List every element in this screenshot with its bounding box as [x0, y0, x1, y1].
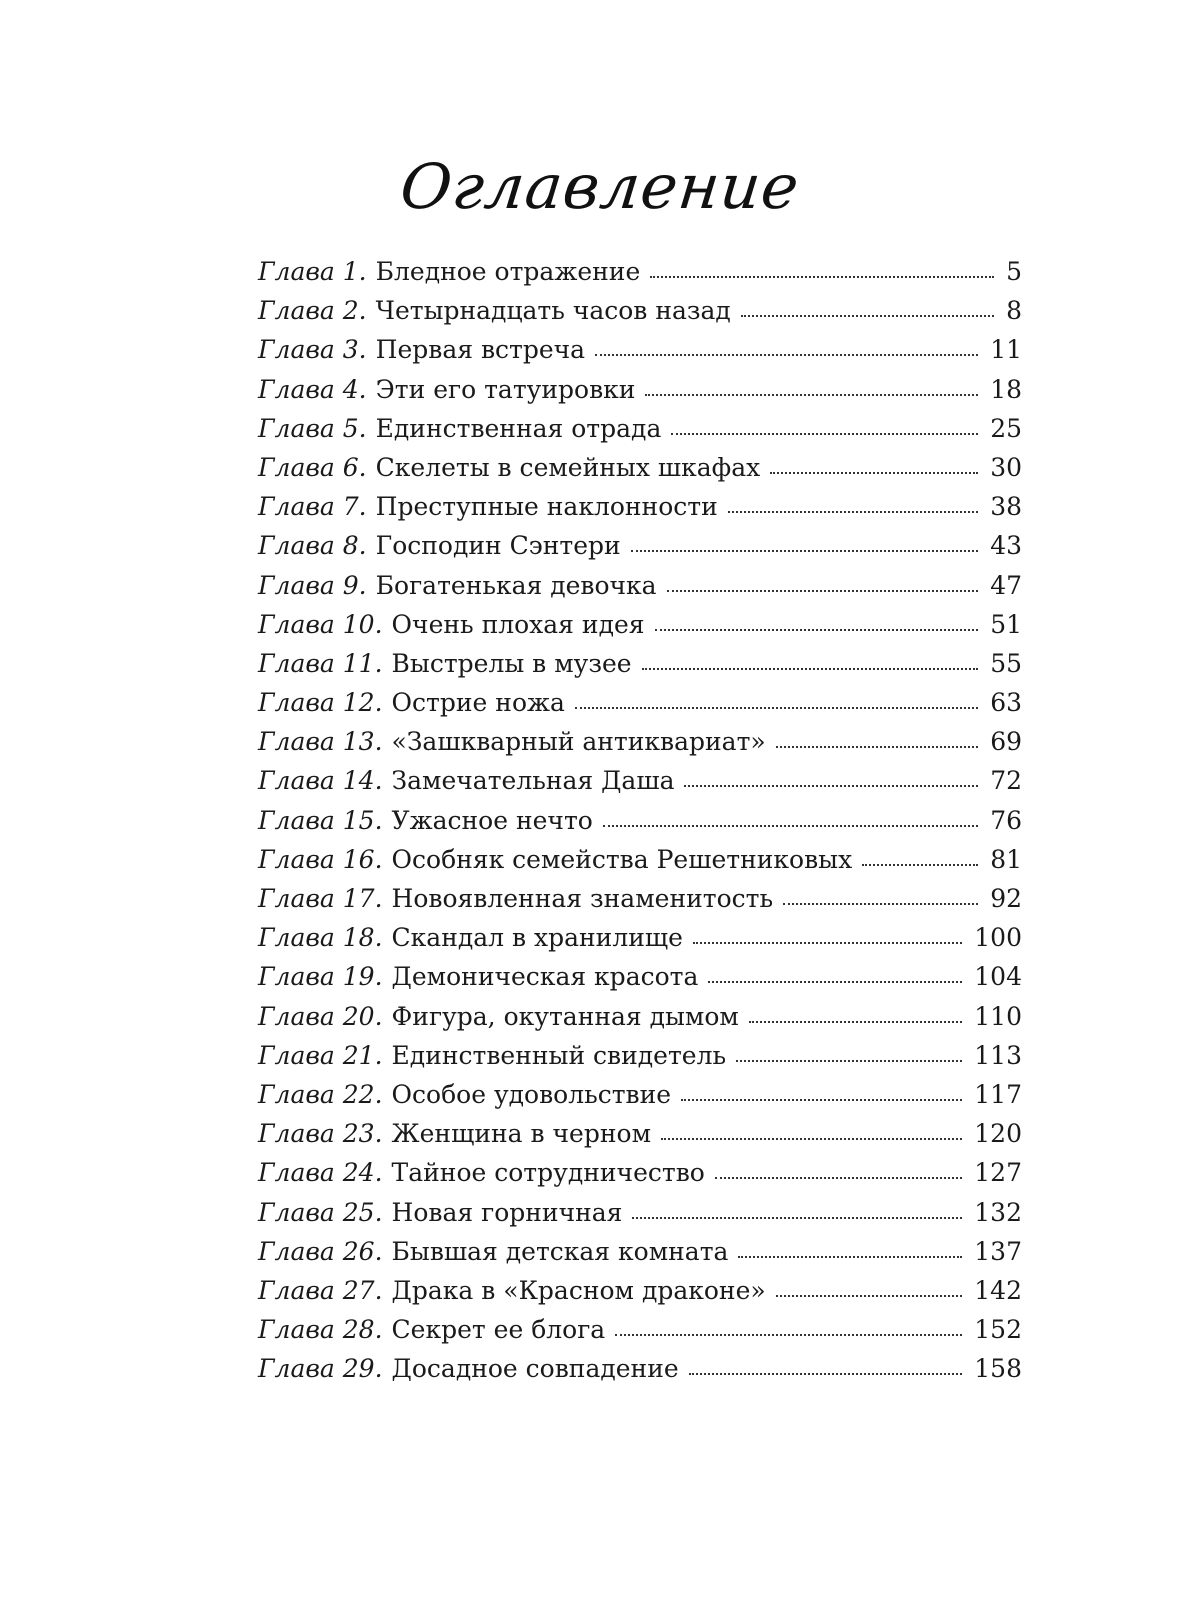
dot-leader: [776, 1294, 963, 1297]
chapter-title: Преступные наклонности: [375, 492, 718, 522]
page-number: 158: [974, 1354, 1022, 1384]
dot-leader: [749, 1020, 962, 1023]
page-number: 92: [990, 884, 1022, 913]
dot-leader: [862, 863, 978, 866]
chapter-number: Глава 5.: [258, 413, 367, 443]
toc-entry: [258, 1271, 1022, 1310]
dot-leader: [671, 432, 978, 435]
chapter-title: Единственный свидетель: [391, 1040, 727, 1070]
toc-entry: [258, 291, 1022, 330]
dot-leader: [715, 1176, 962, 1179]
dot-leader: [708, 980, 962, 983]
chapter-title: Фигура, окутанная дымом: [391, 1001, 739, 1031]
chapter-number: Глава 14.: [258, 766, 383, 796]
chapter-title: Особое удовольствие: [391, 1079, 672, 1109]
chapter-number: Глава 21.: [258, 1040, 383, 1070]
page-number: 5: [1006, 257, 1022, 286]
dot-leader: [681, 1098, 962, 1101]
toc-entry: [258, 722, 1022, 761]
page-number: 142: [974, 1275, 1022, 1305]
chapter-number: Глава 16.: [258, 844, 383, 874]
dot-leader: [615, 1333, 962, 1336]
toc-entry: [258, 997, 1022, 1036]
page-number: 69: [990, 727, 1022, 757]
chapter-number: Глава 13.: [258, 727, 383, 757]
chapter-number: Глава 6.: [258, 452, 367, 482]
page-number: 11: [990, 335, 1022, 365]
toc-entry: [258, 566, 1022, 605]
page-number: 63: [990, 688, 1022, 718]
page-number: 38: [990, 492, 1022, 522]
toc-entry: [258, 1193, 1022, 1232]
chapter-title: Демоническая красота: [391, 962, 699, 992]
page-number: 25: [990, 413, 1022, 443]
page-number: 47: [990, 570, 1022, 600]
toc-entry: [258, 1153, 1022, 1192]
dot-leader: [642, 667, 979, 670]
toc-entry: [258, 1349, 1022, 1388]
toc-entry: [258, 683, 1022, 722]
page-number: 104: [974, 962, 1022, 992]
chapter-number: Глава 18.: [258, 923, 383, 953]
dot-leader: [650, 275, 994, 278]
dot-leader: [741, 314, 994, 317]
chapter-number: Глава 23.: [258, 1119, 383, 1149]
chapter-title: Очень плохая идея: [391, 609, 645, 639]
toc-entry: [258, 1232, 1022, 1271]
chapter-title: Господин Сэнтери: [375, 531, 621, 561]
chapter-number: Глава 2.: [258, 296, 367, 326]
chapter-number: Глава 28.: [258, 1315, 383, 1345]
chapter-number: Глава 9.: [258, 570, 367, 600]
chapter-title: Новоявленная знаменитость: [391, 884, 774, 913]
chapter-title: Единственная отрада: [375, 413, 662, 443]
dot-leader: [783, 902, 978, 905]
toc-entry: [258, 1036, 1022, 1075]
dot-leader: [689, 1372, 963, 1375]
page-number: 132: [974, 1197, 1022, 1227]
toc-entry: [258, 1310, 1022, 1349]
dot-leader: [684, 784, 978, 787]
dot-leader: [776, 745, 978, 748]
toc-entry: [258, 761, 1022, 800]
toc-entry: [258, 330, 1022, 369]
chapter-title: Богатенькая девочка: [375, 570, 657, 600]
chapter-number: Глава 27.: [258, 1275, 383, 1305]
chapter-number: Глава 24.: [258, 1158, 383, 1188]
page-number: 8: [1006, 296, 1022, 326]
toc-entry: [258, 840, 1022, 879]
chapter-title: Эти его татуировки: [375, 374, 636, 404]
page-number: 72: [990, 766, 1022, 796]
chapter-number: Глава 12.: [258, 688, 383, 718]
dot-leader: [603, 824, 978, 827]
chapter-title: Досадное совпадение: [391, 1354, 679, 1384]
chapter-title: Бывшая детская комната: [391, 1236, 729, 1266]
chapter-title: «Зашкварный антиквариат»: [391, 727, 766, 757]
dot-leader: [645, 393, 978, 396]
page-number: 152: [974, 1315, 1022, 1345]
dot-leader: [631, 549, 978, 552]
page-number: 30: [990, 452, 1022, 482]
dot-leader: [736, 1059, 962, 1062]
chapter-title: Женщина в черном: [391, 1119, 652, 1149]
chapter-title: Замечательная Даша: [391, 766, 675, 796]
page-number: 81: [990, 844, 1022, 874]
toc-entry: [258, 409, 1022, 448]
chapter-title: Скандал в хранилище: [391, 923, 683, 953]
chapter-title: Ужасное нечто: [391, 805, 593, 835]
dot-leader: [595, 353, 978, 356]
chapter-title: Тайное сотрудничество: [391, 1158, 705, 1188]
page-number: 127: [974, 1158, 1022, 1188]
chapter-number: Глава 25.: [258, 1197, 383, 1227]
page-number: 117: [974, 1079, 1022, 1109]
chapter-title: Острие ножа: [391, 688, 565, 718]
dot-leader: [655, 628, 979, 631]
dot-leader: [693, 941, 962, 944]
toc-entry: [258, 605, 1022, 644]
chapter-title: Выстрелы в музее: [391, 648, 632, 678]
dot-leader: [575, 706, 978, 709]
page-number: 100: [974, 923, 1022, 953]
dot-leader: [661, 1137, 962, 1140]
dot-leader: [632, 1216, 962, 1219]
chapter-number: Глава 3.: [258, 335, 367, 365]
chapter-number: Глава 17.: [258, 884, 383, 913]
chapter-title: Особняк семейства Решетниковых: [391, 844, 853, 874]
page-number: 55: [990, 648, 1022, 678]
page-title: Оглавление: [396, 149, 803, 223]
dot-leader: [738, 1255, 962, 1258]
toc-entry: [258, 801, 1022, 840]
chapter-number: Глава 26.: [258, 1236, 383, 1266]
page-number: 120: [974, 1119, 1022, 1149]
chapter-number: Глава 4.: [258, 374, 367, 404]
toc-entry: [258, 487, 1022, 526]
chapter-number: Глава 10.: [258, 609, 383, 639]
chapter-number: Глава 1.: [258, 257, 367, 286]
page-number: 51: [990, 609, 1022, 639]
page-number: 18: [990, 374, 1022, 404]
page-number: 110: [974, 1001, 1022, 1031]
chapter-number: Глава 20.: [258, 1001, 383, 1031]
table-of-contents: [258, 252, 1022, 1388]
dot-leader: [667, 589, 979, 592]
toc-entry: [258, 879, 1022, 918]
chapter-title: Бледное отражение: [375, 257, 641, 286]
chapter-number: Глава 11.: [258, 648, 383, 678]
chapter-number: Глава 8.: [258, 531, 367, 561]
chapter-number: Глава 15.: [258, 805, 383, 835]
toc-entry: [258, 252, 1022, 291]
toc-entry: [258, 918, 1022, 957]
toc-entry: [258, 448, 1022, 487]
page-number: 113: [974, 1040, 1022, 1070]
chapter-number: Глава 22.: [258, 1079, 383, 1109]
chapter-title: Первая встреча: [375, 335, 586, 365]
chapter-title: Четырнадцать часов назад: [375, 296, 731, 326]
chapter-title: Секрет ее блога: [391, 1315, 606, 1345]
toc-entry: [258, 1114, 1022, 1153]
toc-entry: [258, 526, 1022, 565]
dot-leader: [728, 510, 978, 513]
chapter-title: Драка в «Красном драконе»: [391, 1275, 766, 1305]
toc-entry: [258, 1075, 1022, 1114]
toc-entry: [258, 957, 1022, 996]
page-number: 43: [990, 531, 1022, 561]
chapter-number: Глава 7.: [258, 492, 367, 522]
chapter-title: Скелеты в семейных шкафах: [375, 452, 761, 482]
chapter-number: Глава 29.: [258, 1354, 383, 1384]
page-number: 137: [974, 1236, 1022, 1266]
chapter-title: Новая горничная: [391, 1197, 623, 1227]
dot-leader: [770, 471, 978, 474]
chapter-number: Глава 19.: [258, 962, 383, 992]
toc-entry: [258, 370, 1022, 409]
page-number: 76: [990, 805, 1022, 835]
toc-entry: [258, 644, 1022, 683]
